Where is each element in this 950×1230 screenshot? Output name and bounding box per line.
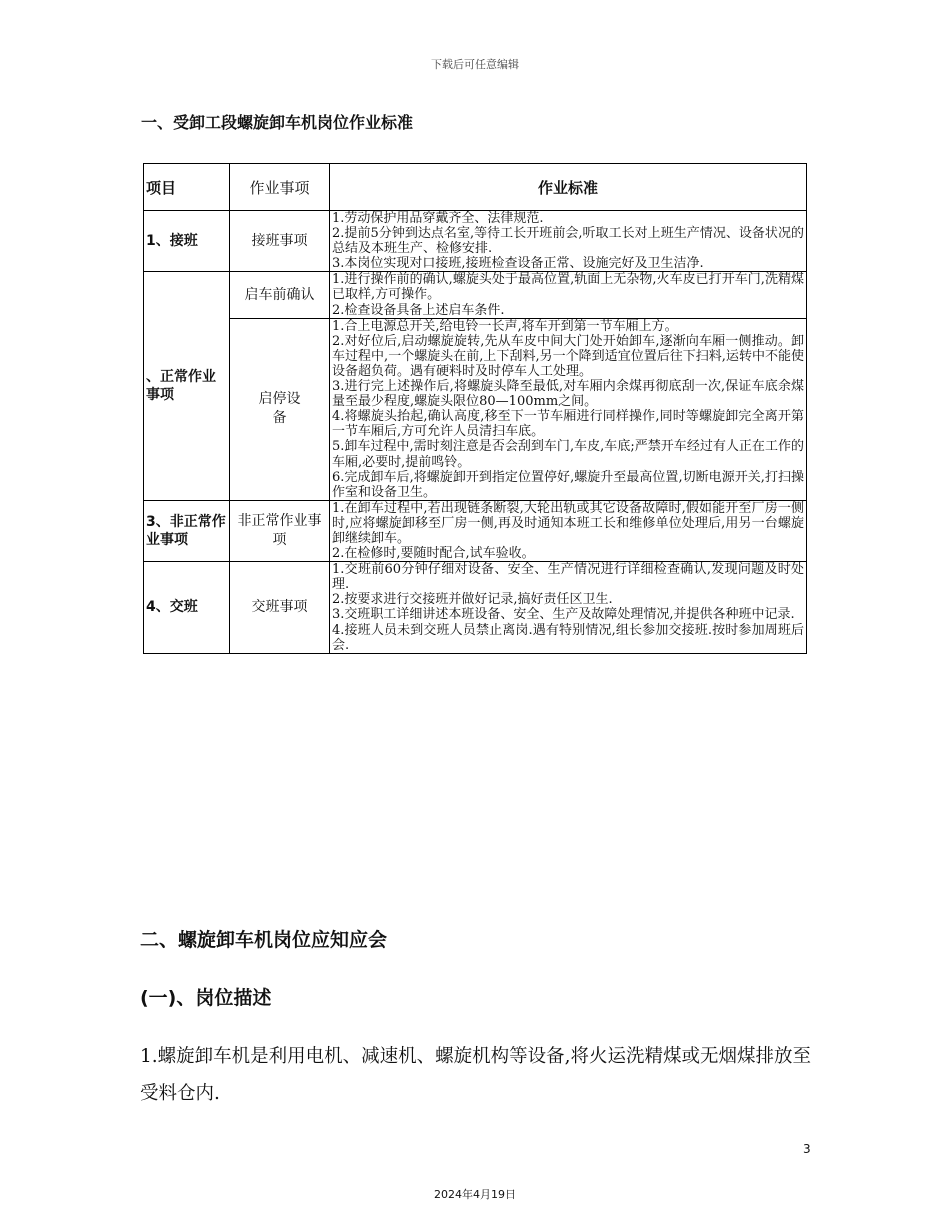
table-row	[144, 318, 807, 500]
standard-line: 1.交班前60分钟仔细对设备、安全、生产情况进行详细检查确认,发现问题及时处理.	[332, 562, 804, 593]
page-number: 3	[803, 1142, 811, 1156]
standard-line: 1.合上电源总开关,给电铃一长声,将车开到第一节车厢上方。	[332, 318, 678, 334]
standard-line: 4.将螺旋头抬起,确认高度,移至下一节车厢进行同样操作,同时等螺旋卸完全离开第一节车厢后,方可允许人员清扫车底。	[332, 409, 804, 440]
standard-line: 2.检查设备具备上述启车条件.	[332, 302, 505, 318]
subsection-title-description: (一)、岗位描述	[140, 987, 272, 1009]
table-header-row	[144, 164, 807, 211]
section-title-job-standards: 一、受卸工段螺旋卸车机岗位作业标准	[141, 113, 414, 132]
standard-line: 5.卸车过程中,需时刻注意是否会刮到车门,车皮,车底;严禁开车经过有人正在工作的车厢,必要时,提前鸣铃。	[332, 439, 804, 470]
table-row	[144, 211, 807, 272]
standard-line: 3.本岗位实现对口接班,接班检查设备正常、设施完好及卫生洁净.	[332, 256, 704, 272]
section-cell: 4、交班	[144, 562, 230, 654]
standard-line: 1.在卸车过程中,若出现链条断裂,大轮出轨或其它设备故障时,假如能开至厂房一侧时,应将螺旋卸移至厂房一侧,再及时通知本班工长和维修单位处理后,用另一台螺旋卸继续卸车。	[332, 500, 804, 546]
section-cell: 3、非正常作业事项	[144, 500, 230, 561]
page-header: 下载后可任意编辑	[431, 58, 519, 71]
standard-line: 2.提前5分钟到达点名室,等待工长开班前会,听取工长对上班生产情况、设备状况的总结及本班生产、检修安排.	[332, 226, 804, 257]
header-task: 作业事项	[230, 164, 330, 211]
standard-line: 1.劳动保护用品穿戴齐全、法律规范.	[332, 211, 544, 226]
standard-line: 6.完成卸车后,将螺旋卸开到指定位置停好,螺旋升至最高位置,切断电源开关,打扫操作室和设备卫生。	[332, 469, 804, 500]
standard-line: 2.按要求进行交接班并做好记录,搞好责任区卫生.	[332, 592, 613, 608]
job-standards-table	[143, 163, 807, 654]
section-cell: 、正常作业事项	[144, 272, 230, 500]
standard-line: 3.进行完上述操作后,将螺旋头降至最低,对车厢内余煤再彻底刮一次,保证车底余煤量至最少程度,螺旋头限位80—100mm之间。	[332, 379, 804, 410]
standard-cell	[330, 272, 807, 318]
standard-line: 2.在检修时,要随时配合,试车验收。	[332, 546, 535, 562]
standard-cell	[330, 211, 807, 272]
standard-cell	[330, 500, 807, 561]
table-row	[144, 272, 807, 318]
header-project: 项目	[144, 164, 230, 211]
standard-cell	[330, 562, 807, 654]
section-cell: 1、接班	[144, 211, 230, 272]
header-standard: 作业标准	[330, 164, 807, 211]
standard-line: 2.对好位后,启动螺旋旋转,先从车皮中间大门处开始卸车,逐渐向车厢一侧推动。卸车过程中,一个螺旋头在前,上下刮料,另一个降到适宜位置后往下扫料,运转中不能使设备超负荷。遇有硬料时及时停车人工处理。	[332, 333, 804, 379]
item-cell: 接班事项	[230, 211, 330, 272]
standard-cell	[330, 318, 807, 500]
item-cell: 启车前确认	[230, 272, 330, 318]
table-row	[144, 562, 807, 654]
description-paragraph: 1.螺旋卸车机是利用电机、减速机、螺旋机构等设备,将火运洗精煤或无烟煤排放至受料仓内.	[140, 1046, 812, 1104]
section-title-knowledge: 二、螺旋卸车机岗位应知应会	[140, 929, 388, 951]
standard-line: 4.接班人员未到交班人员禁止离岗.遇有特别情况,组长参加交接班.按时参加周班后会.	[332, 622, 804, 653]
table-row	[144, 500, 807, 561]
item-cell: 交班事项	[230, 562, 330, 654]
page-footer-date: 2024年4月19日	[434, 1188, 516, 1201]
item-cell: 启停设备	[230, 318, 330, 500]
standard-line: 3.交班职工详细讲述本班设备、安全、生产及故障处理情况,并提供各种班中记录.	[332, 607, 795, 623]
standard-line: 1.进行操作前的确认,螺旋头处于最高位置,轨面上无杂物,火车皮已打开车门,洗精煤已取样,方可操作。	[332, 272, 804, 303]
item-cell: 非正常作业事项	[230, 500, 330, 561]
